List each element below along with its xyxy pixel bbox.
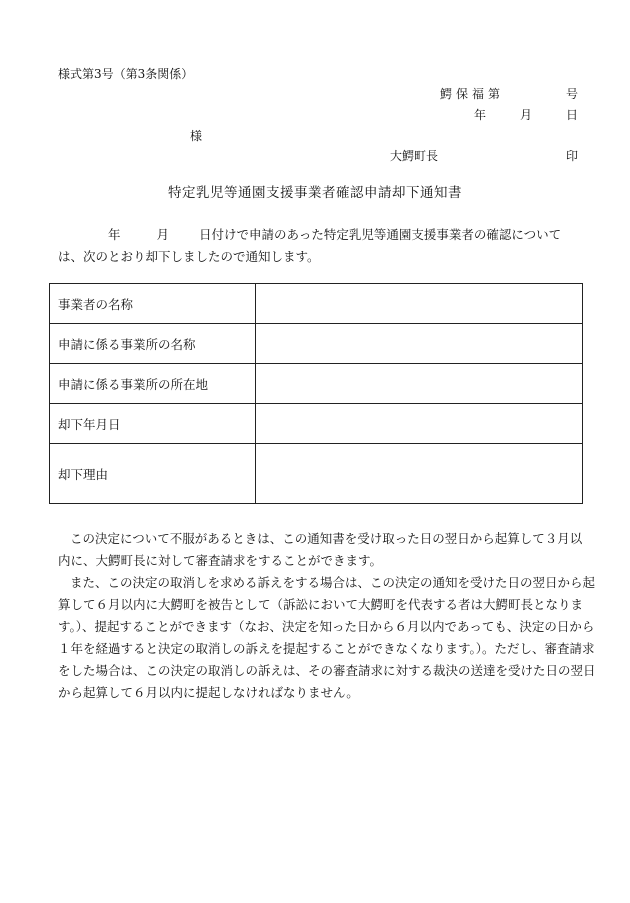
- document-number: [440, 85, 578, 102]
- table-row: [50, 444, 583, 504]
- row-value-rejection-date: [256, 404, 583, 444]
- sender-title: 大鰐町長: [389, 149, 438, 163]
- row-value-rejection-reason: [256, 444, 583, 504]
- appeal-notice: [58, 528, 596, 704]
- form-number: 様式第3号（第3条関係）: [58, 67, 194, 81]
- document-number-prefix: 鰐保福第: [439, 87, 504, 101]
- row-label-facility-name: 申請に係る事業所の名称: [50, 324, 256, 364]
- row-value-facility-name: [256, 324, 583, 364]
- notice-line: す。）、提起することができます（なお、決定を知った日から６月以内であっても、決定の日から: [58, 619, 595, 634]
- document-title: 特定乳児等通園支援事業者確認申請却下通知書: [168, 185, 462, 201]
- issue-date-day: 日: [565, 108, 578, 122]
- notice-line: １年を経過すると決定の取消しの訴えを提起することができなくなります。）。ただし、審査請求: [58, 641, 595, 656]
- issue-date-month: 月: [519, 108, 532, 122]
- intro-month: 月: [156, 227, 170, 242]
- row-label-rejection-date: 却下年月日: [50, 404, 256, 444]
- table-row: [50, 284, 583, 324]
- notice-line: 内に、大鰐町長に対して審査請求をすることができます。: [58, 553, 383, 568]
- row-value-business-name: [256, 284, 583, 324]
- details-table: [49, 283, 583, 504]
- row-label-facility-address: 申請に係る事業所の所在地: [50, 364, 256, 404]
- intro-line-2: は、次のとおり却下しましたので通知します。: [58, 249, 320, 264]
- table-row: [50, 364, 583, 404]
- issue-date: [474, 106, 578, 123]
- table-row: [50, 404, 583, 444]
- row-label-business-name: 事業者の名称: [50, 284, 256, 324]
- row-label-rejection-reason: 却下理由: [50, 444, 256, 504]
- intro-line-1: [58, 224, 578, 246]
- document-number-suffix: 号: [565, 87, 578, 101]
- seal-mark: 印: [565, 149, 578, 163]
- addressee-honorific: 様: [190, 129, 203, 143]
- intro-year: 年: [108, 227, 121, 242]
- table-row: [50, 324, 583, 364]
- sender-block: [390, 147, 578, 164]
- notice-line: をした場合は、この決定の取消しの訴えは、その審査請求に対する裁決の送達を受けた日の翌日: [58, 663, 596, 678]
- notice-line: この決定について不服があるときは、この通知書を受け取った日の翌日から起算して３月以: [70, 531, 583, 546]
- notice-line: また、この決定の取消しを求める訴えをする場合は、この決定の通知を受けた日の翌日から起: [70, 575, 596, 590]
- intro-paragraph: [58, 224, 578, 268]
- notice-line: から起算して６月以内に提起しなければなりません。: [58, 685, 359, 700]
- issue-date-year: 年: [473, 108, 486, 122]
- intro-line-1-text: 日付けで申請のあった特定乳児等通園支援事業者の確認について: [199, 227, 562, 242]
- notice-line: 算して６月以内に大鰐町を被告として（訴訟において大鰐町を代表する者は大鰐町長となりま: [58, 597, 584, 612]
- document-number-blank: [504, 85, 566, 102]
- row-value-facility-address: [256, 364, 583, 404]
